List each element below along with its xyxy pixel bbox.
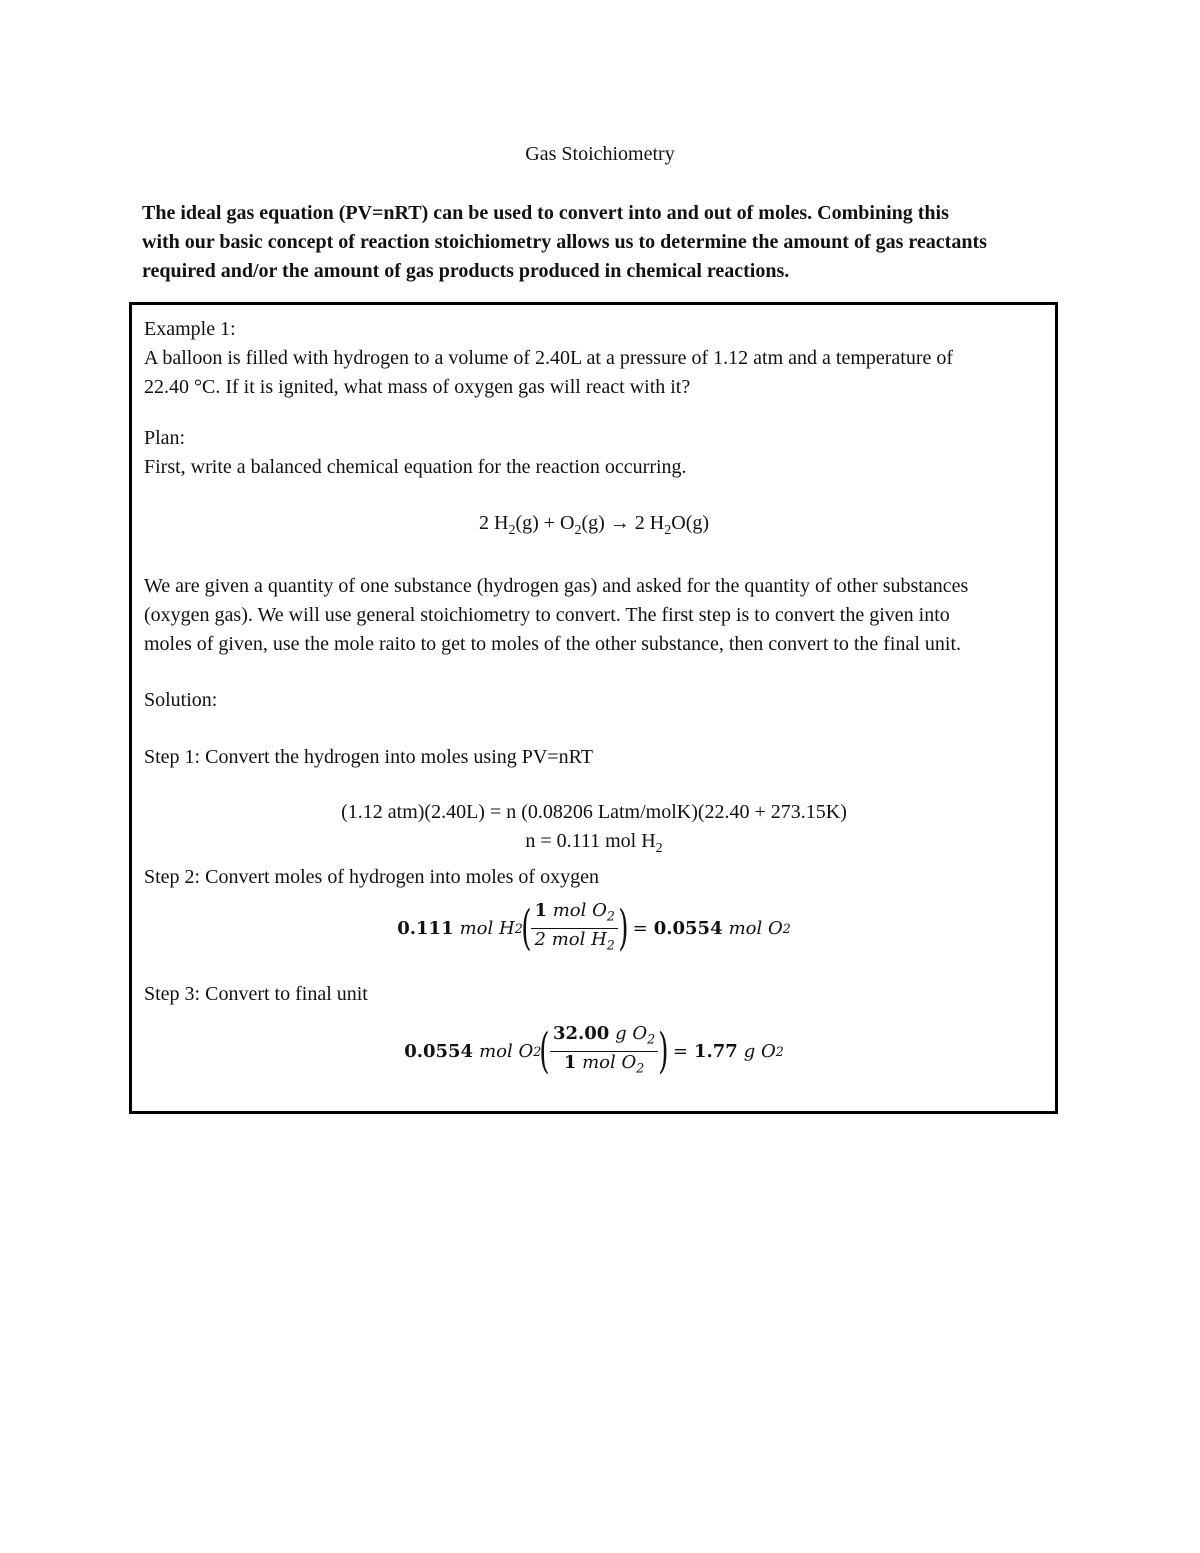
step-2-fraction: $\frac{1 mol O_2}{2 mol H_2}$ xyxy=(531,900,617,956)
step-2-math: 0.111 mol H 2 ( $\frac{1 mol O_2}{2 mol H_2}$ ) = 0.0554 mol O 2 xyxy=(397,900,791,957)
example-box xyxy=(129,302,1058,1114)
intro-line: required and/or the amount of gas products produced in chemical reactions. xyxy=(142,260,790,282)
solution-heading: Solution: xyxy=(144,689,218,711)
plan-heading: Plan: xyxy=(144,427,186,449)
page-title: Gas Stoichiometry xyxy=(525,143,675,165)
problem-line: 22.40 °C. If it is ignited, what mass of oxygen gas will react with it? xyxy=(144,376,691,398)
balanced-equation: 2 $H_2(g) + O_2(g) \to 2$ $H_2O(g)$ xyxy=(478,512,710,538)
step-2-label: Step 2: Convert moles of hydrogen into moles of oxygen xyxy=(144,866,599,888)
plan-paragraph-line: (oxygen gas). We will use general stoichiometry to convert. The first step is to convert the given into xyxy=(144,604,950,626)
intro-paragraph xyxy=(142,199,1072,286)
example-heading: Example 1: xyxy=(144,318,236,340)
example-content xyxy=(144,315,1044,1099)
step-1-label: Step 1: Convert the hydrogen into moles using PV=nRT xyxy=(144,746,593,768)
plan-paragraph-line: moles of given, use the mole raito to get to moles of the other substance, then convert to the final unit. xyxy=(144,633,962,655)
plan-line: First, write a balanced chemical equation for the reaction occurring. xyxy=(144,456,687,478)
step-3-fraction: $\frac{32.00 g O_2}{1 mol O_2}$ xyxy=(550,1023,658,1079)
step-1-result: n = 0.111 mol $H_2$ xyxy=(525,830,663,856)
step-1-equation: (1.12 atm)(2.40L) = n (0.08206 Latm/molK)(22.40 + 273.15K) xyxy=(341,801,847,823)
step-3-label: Step 3: Convert to final unit xyxy=(144,983,368,1005)
step-3-math: 0.0554 mol O 2 ( $\frac{32.00 g O_2}{1 mol O_2}$ ) = 1.77 g O 2 xyxy=(404,1023,784,1080)
intro-line: The ideal gas equation (PV=nRT) can be used to convert into and out of moles. Combining this xyxy=(142,202,949,224)
problem-line: A balloon is filled with hydrogen to a volume of 2.40L at a pressure of 1.12 atm and a temperature of xyxy=(144,347,954,369)
plan-paragraph-line: We are given a quantity of one substance (hydrogen gas) and asked for the quantity of other substances xyxy=(144,575,969,597)
intro-line: with our basic concept of reaction stoichiometry allows us to determine the amount of gas reactants xyxy=(142,231,987,253)
